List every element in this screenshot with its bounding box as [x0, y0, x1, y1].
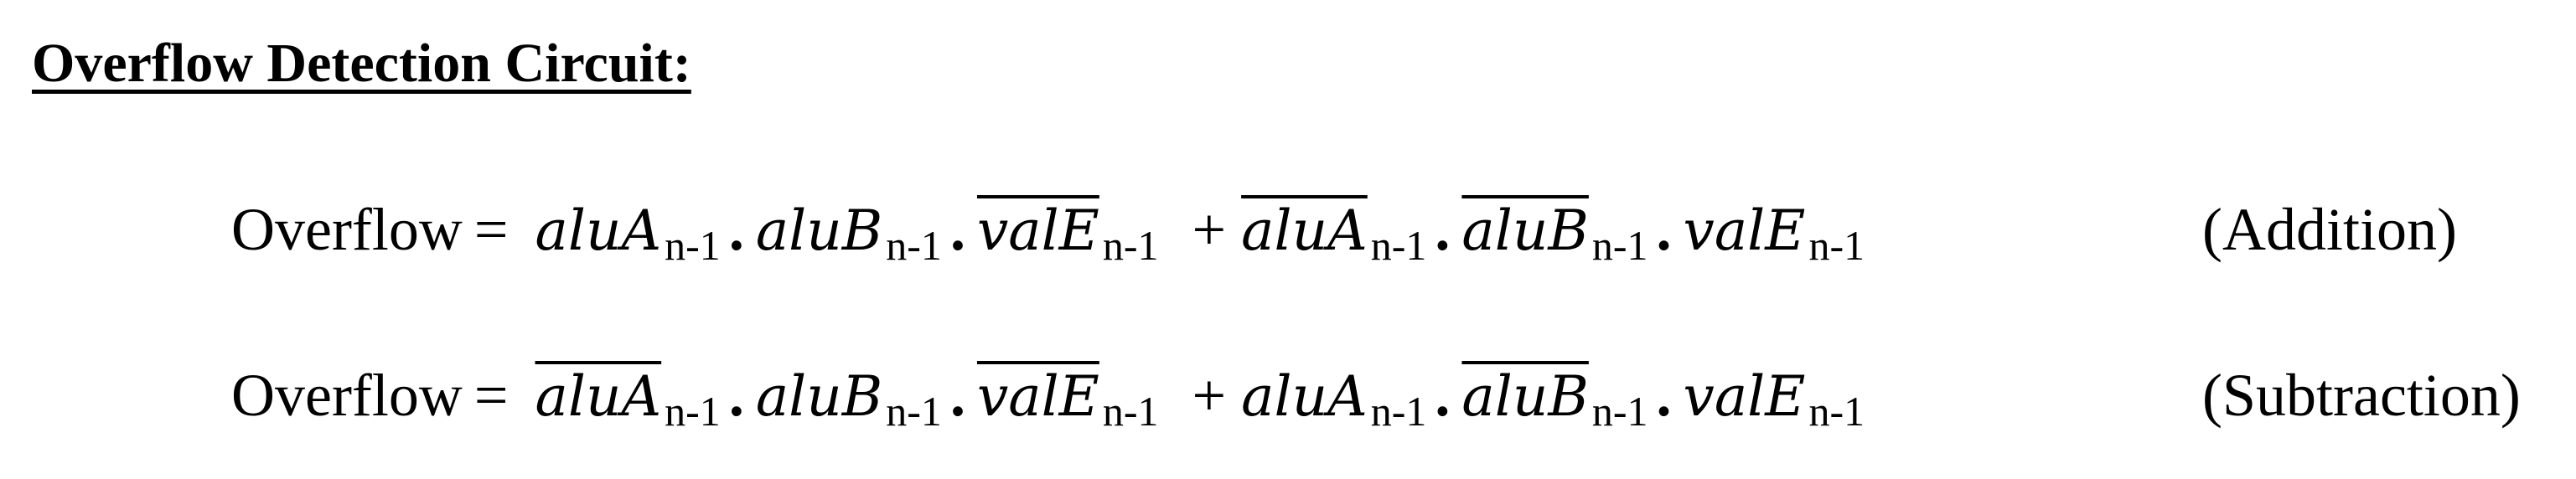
- var-aluA-negated: aluA: [1241, 198, 1368, 263]
- and-dot: .: [949, 362, 965, 429]
- and-dot: .: [728, 362, 744, 429]
- term-valE: [1683, 196, 1865, 269]
- subscript: n-1: [1102, 388, 1159, 435]
- equals-sign: =: [473, 196, 509, 263]
- equation-lhs: Overflow: [231, 196, 463, 263]
- var-valE-negated: valE: [976, 198, 1099, 263]
- term-aluB-negated: [1461, 196, 1648, 269]
- overflow-equation-subtraction: [231, 362, 1865, 435]
- var-aluA: aluA: [1241, 364, 1368, 429]
- overflow-equation-addition: [231, 196, 1865, 269]
- subscript: n-1: [1370, 222, 1427, 269]
- subscript: n-1: [1591, 388, 1648, 435]
- term-aluB: [755, 196, 942, 269]
- section-heading: Overflow Detection Circuit:: [32, 33, 691, 94]
- var-aluA-negated: aluA: [535, 364, 662, 429]
- var-aluB-negated: aluB: [1461, 364, 1589, 429]
- var-aluA: aluA: [535, 198, 662, 263]
- term-valE-negated: [976, 196, 1159, 269]
- var-valE: valE: [1683, 198, 1806, 263]
- term-valE: [1683, 362, 1865, 435]
- subscript: n-1: [665, 222, 721, 269]
- term-aluA: [535, 196, 721, 269]
- subscript: n-1: [1591, 222, 1648, 269]
- var-valE-negated: valE: [976, 364, 1099, 429]
- var-aluB: aluB: [755, 198, 883, 263]
- equals-sign: =: [473, 362, 509, 429]
- label-subtraction: (Subtraction): [2202, 362, 2521, 429]
- term-valE-negated: [976, 362, 1159, 435]
- subscript: n-1: [886, 388, 942, 435]
- and-dot: .: [1435, 196, 1451, 263]
- subscript: n-1: [1808, 222, 1865, 269]
- and-dot: .: [1656, 196, 1672, 263]
- or-plus: +: [1192, 362, 1227, 429]
- subscript: n-1: [665, 388, 721, 435]
- var-aluB-negated: aluB: [1461, 198, 1589, 263]
- term-aluA: [1241, 362, 1427, 435]
- var-aluB: aluB: [755, 364, 883, 429]
- term-aluB-negated: [1461, 362, 1648, 435]
- and-dot: .: [1435, 362, 1451, 429]
- equation-lhs: Overflow: [231, 362, 463, 429]
- subscript: n-1: [1808, 388, 1865, 435]
- term-aluB: [755, 362, 942, 435]
- term-aluA-negated: [1241, 196, 1427, 269]
- var-valE: valE: [1683, 364, 1806, 429]
- or-plus: +: [1192, 196, 1227, 263]
- term-aluA-negated: [535, 362, 721, 435]
- and-dot: .: [1656, 362, 1672, 429]
- subscript: n-1: [886, 222, 942, 269]
- subscript: n-1: [1102, 222, 1159, 269]
- and-dot: .: [949, 196, 965, 263]
- label-addition: (Addition): [2202, 196, 2457, 263]
- subscript: n-1: [1370, 388, 1427, 435]
- and-dot: .: [728, 196, 744, 263]
